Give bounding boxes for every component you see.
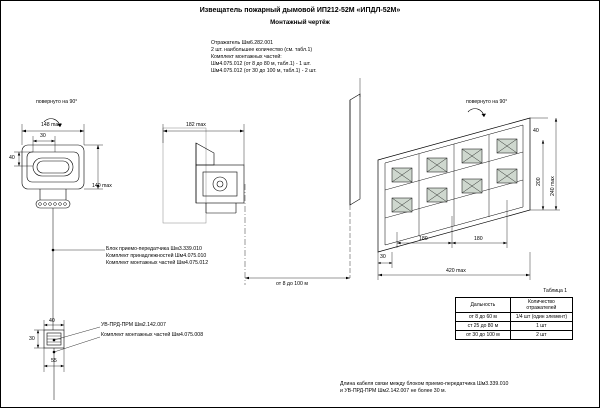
cell-distance-2: от 30 до 100 м — [456, 331, 511, 340]
footer-note-line-1: и УВ-ПРД-ПРМ Шм2.142.007 не более 30 м. — [340, 388, 447, 394]
footer-note-line-0: Длина кабеля связи между блоком приемо-передатчика Шм3.339.010 — [340, 381, 509, 387]
footer-note — [340, 381, 508, 395]
dim-420: 420 max — [446, 268, 466, 274]
cell-count-2: 2 шт — [510, 331, 572, 340]
reflector-note — [211, 40, 317, 75]
dim-30-bottom: 30 — [29, 336, 35, 342]
dim-140: 140 max — [92, 183, 112, 189]
cell-count-1: 1 шт — [510, 322, 572, 331]
dim-200: 200 — [536, 177, 542, 186]
bottom-callout-mounting-kit: Комплект монтажных частей Шм4.075.008 — [101, 332, 204, 338]
table-header-distance: Дальность — [456, 298, 511, 313]
dim-30-reflector: 30 — [380, 254, 386, 260]
reflector-note-line-1: 2 шт. наибольшее количество (см. табл.1) — [211, 47, 313, 53]
reflector-note-line-4: Шм4.075.012 (от 30 до 100 м, табл.1) - 2 шт. — [211, 68, 317, 74]
reflector-note-line-3: Шм4.075.012 (от 8 до 80 м, табл.1) - 1 шт. — [211, 61, 311, 67]
page-subtitle: Монтажный чертёж — [270, 19, 330, 26]
distance-8-100: от 8 до 100 м — [276, 281, 308, 287]
table-row — [456, 331, 573, 340]
cell-distance-1: ст 25 до 80 м — [456, 322, 511, 331]
table-row — [456, 313, 573, 322]
label-rotate-right: повернуто на 90° — [466, 99, 508, 105]
dim-182: 182 max — [186, 122, 206, 128]
table-header-count: Количество отражателей — [510, 298, 572, 313]
table-caption: Таблица 1 — [543, 288, 567, 294]
dim-40-reflector: 40 — [533, 128, 539, 134]
reflector-count-table — [455, 297, 573, 340]
callout-accessory-kit: Комплект принадлежностей Шм4.075.010 — [106, 253, 207, 259]
left-callouts — [106, 246, 208, 267]
bottom-callout-uv: УВ-ПРД-ПРМ Шм2.142.007 — [101, 322, 166, 328]
cell-count-0: 1/4 шт (один элемент) — [510, 313, 572, 322]
cell-distance-0: от 8 до 60 м — [456, 313, 511, 322]
label-rotate-left: повернуто на 90° — [36, 99, 78, 105]
dim-148: 148 max — [41, 122, 61, 128]
callout-transceiver-block: Блок приемо-передатчика Шм3.339.010 — [106, 246, 202, 252]
dim-30: 30 — [40, 133, 46, 139]
dim-40-bottom: 40 — [49, 318, 55, 324]
dim-40: 40 — [9, 155, 15, 161]
dim-55: 55 — [51, 358, 57, 364]
dim-180-b: 180 — [474, 236, 483, 242]
callout-mounting-kit: Комплект монтажных частей Шм4.075.012 — [106, 260, 209, 266]
page-title: Извещатель пожарный дымовой ИП212-52М «ИПДЛ-52М» — [199, 7, 401, 14]
dim-240: 240 max — [550, 176, 556, 196]
table-row — [456, 322, 573, 331]
table-header-row — [456, 298, 573, 313]
reflector-note-line-0: Отражатель Шм6.282.001 — [211, 40, 274, 46]
reflector-note-line-2: Комплект монтажных частей: — [211, 54, 282, 60]
dim-180-a: 180 — [419, 236, 428, 242]
